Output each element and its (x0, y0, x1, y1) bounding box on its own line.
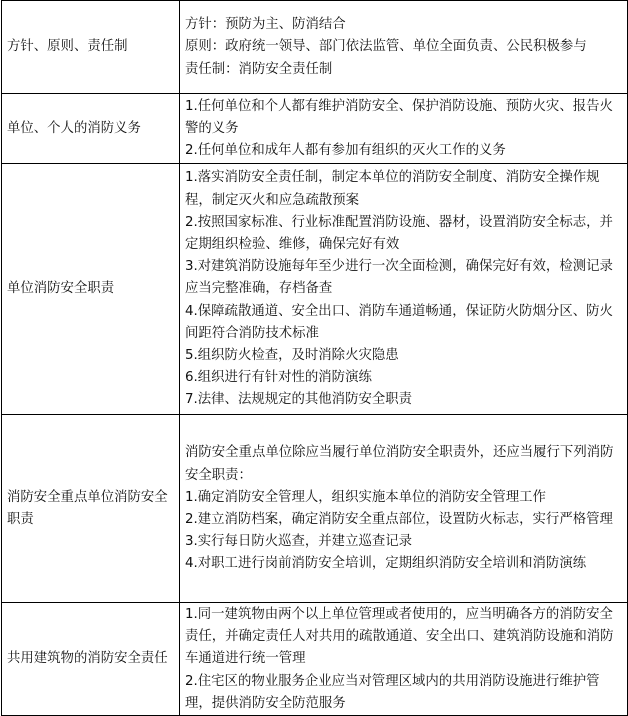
content-line: 消防安全重点单位除应当履行单位消防安全职责外，还应当履行下列消防安全职责： (185, 445, 614, 483)
row-content (180, 164, 628, 415)
content-line: 1.确定消防安全管理人，组织实施本单位的消防安全管理工作 (185, 489, 546, 505)
content-line: 3.对建筑消防设施每年至少进行一次全面检测，确保完好有效，检测记录应当完整准确，存档备查 (185, 259, 613, 297)
row-label: 共用建筑物的消防安全责任 (2, 603, 180, 716)
content-line: 2.按照国家标准、行业标准配置消防设施、器材，设置消防安全标志，并定期组织检验、维修，确保完好有效 (185, 214, 613, 252)
table-row (2, 415, 628, 603)
row-content (180, 603, 628, 716)
content-line: 2.住宅区的物业服务企业应当对管理区域内的共用消防设施进行维护管理，提供消防安全防范服务 (185, 673, 600, 711)
row-label: 方针、原则、责任制 (2, 1, 180, 94)
fire-safety-responsibility-table (1, 0, 628, 716)
content-line: 6.组织进行有针对性的消防演练 (185, 370, 372, 386)
table-row (2, 603, 628, 716)
content-line: 4.保障疏散通道、安全出口、消防车通道畅通，保证防火防烟分区、防火间距符合消防技术标准 (185, 303, 613, 341)
row-content (180, 415, 628, 603)
table-row (2, 1, 628, 94)
content-line: 7.法律、法规规定的其他消防安全职责 (185, 392, 413, 408)
content-line: 2.建立消防档案，确定消防安全重点部位，设置防火标志，实行严格管理 (185, 512, 613, 527)
content-line: 方针：预防为主、防消结合 (185, 17, 346, 33)
content-line: 1.同一建筑物由两个以上单位管理或者使用的，应当明确各方的消防安全责任，并确定责任人对共用的疏散通道、安全出口、建筑消防设施和消防车通道进行统一管理 (185, 607, 614, 667)
content-line: 1.任何单位和个人都有维护消防安全、保护消防设施、预防火灾、报告火警的义务 (185, 98, 613, 136)
row-content (180, 1, 628, 94)
table-row (2, 94, 628, 164)
content-line: 2.任何单位和成年人都有参加有组织的灭火工作的义务 (185, 143, 506, 159)
row-content (180, 94, 628, 164)
content-line: 4.对职工进行岗前消防安全培训，定期组织消防安全培训和消防演练 (185, 556, 587, 572)
content-line: 3.实行每日防火巡查，并建立巡查记录 (185, 534, 413, 550)
content-line: 责任制：消防安全责任制 (185, 61, 333, 77)
content-line: 1.落实消防安全责任制，制定本单位的消防安全制度、消防安全操作规程，制定灭火和应急疏散预案 (185, 170, 600, 208)
content-line: 5.组织防火检查，及时消除火灾隐患 (185, 348, 399, 363)
row-label: 单位、个人的消防义务 (2, 94, 180, 164)
content-line: 原则：政府统一领导、部门依法监管、单位全面负责、公民积极参与 (185, 39, 587, 55)
table-row (2, 164, 628, 415)
row-label: 消防安全重点单位消防安全职责 (2, 415, 180, 603)
row-label: 单位消防安全职责 (2, 164, 180, 415)
